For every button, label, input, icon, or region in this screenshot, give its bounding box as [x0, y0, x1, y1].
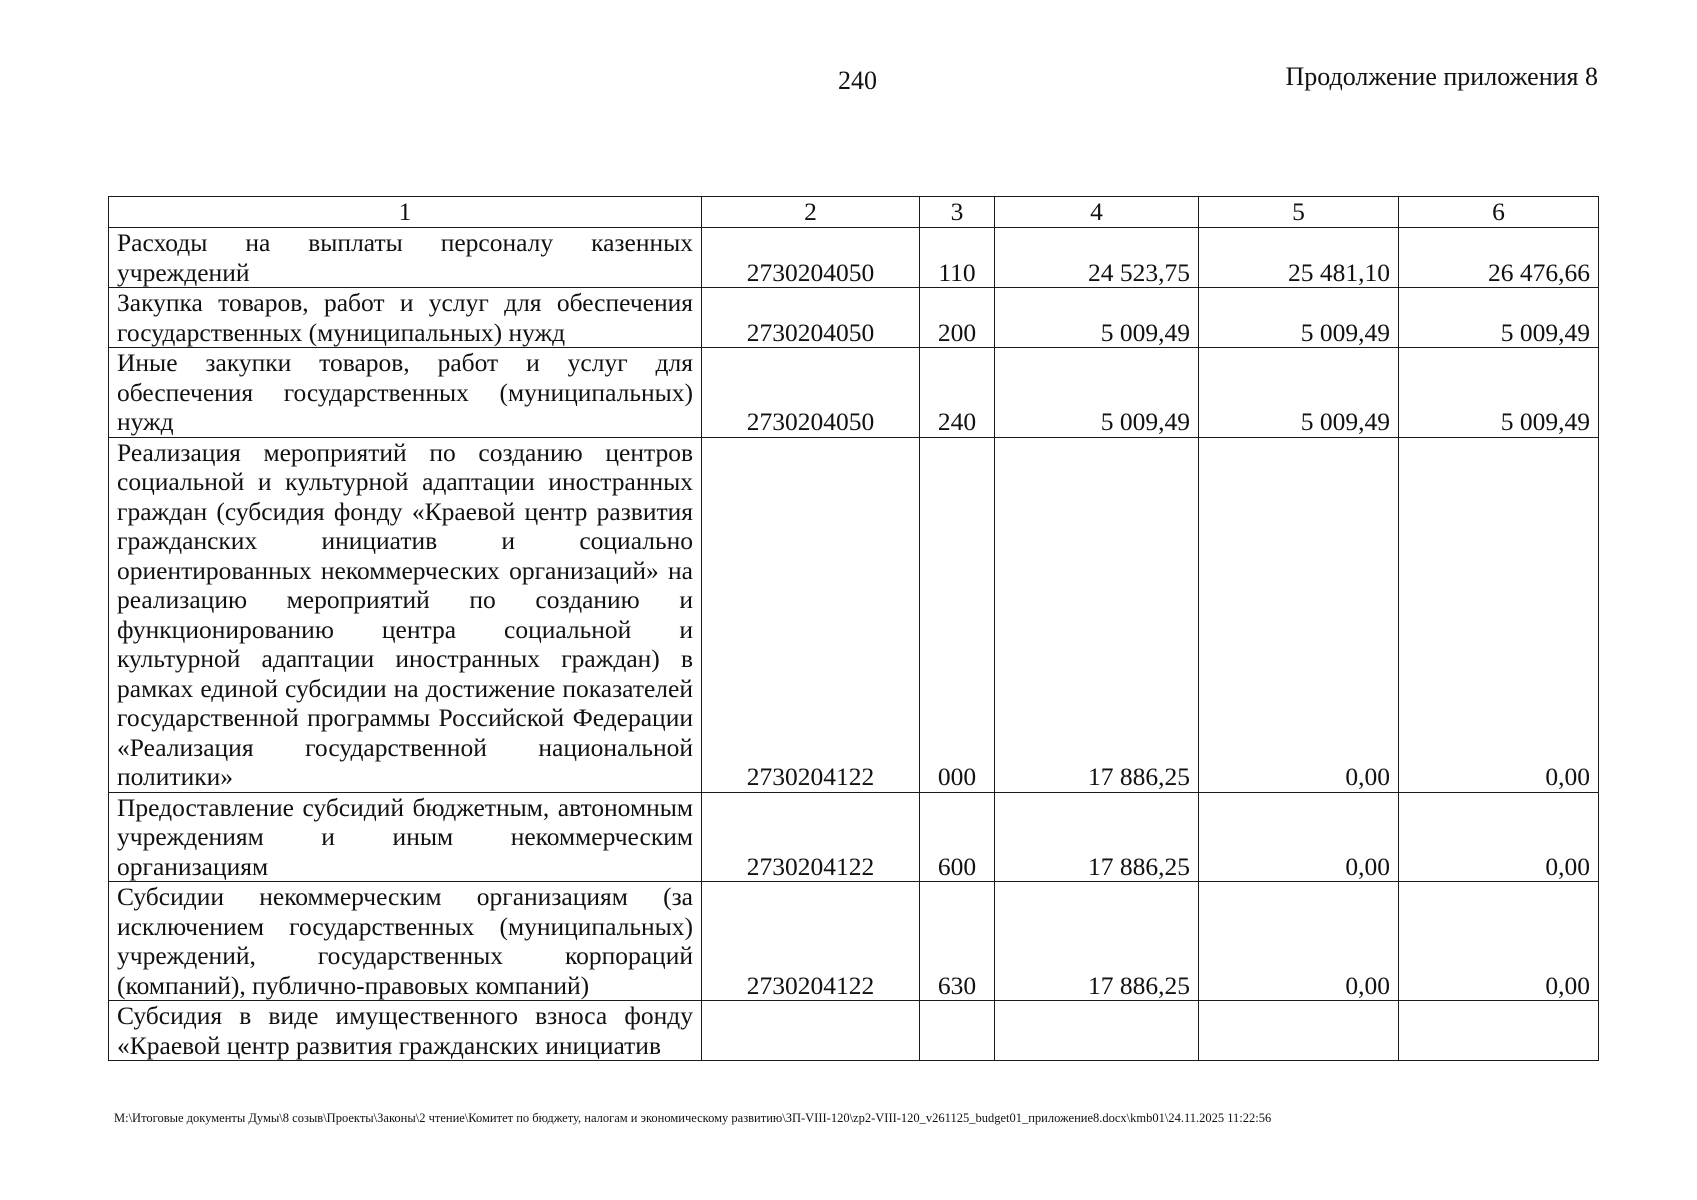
- amount-year-1: 5 009,49: [995, 348, 1199, 438]
- target-article-code: 2730204122: [702, 882, 920, 1001]
- amount-year-2: 25 481,10: [1199, 228, 1399, 288]
- amount-year-2: 0,00: [1199, 882, 1399, 1001]
- target-article-code: 2730204050: [702, 348, 920, 438]
- row-description: Расходы на выплаты персоналу казенных учреждений: [109, 228, 702, 288]
- target-article-code: 2730204122: [702, 792, 920, 882]
- table-row: [109, 348, 1599, 438]
- amount-year-1: 17 886,25: [995, 792, 1199, 882]
- amount-year-3: [1399, 1001, 1599, 1061]
- column-header: 4: [995, 197, 1199, 228]
- amount-year-3: 0,00: [1399, 792, 1599, 882]
- column-header: 5: [1199, 197, 1399, 228]
- expense-type-code: 630: [920, 882, 995, 1001]
- table-row: [109, 437, 1599, 792]
- expense-type-code: 110: [920, 228, 995, 288]
- amount-year-2: [1199, 1001, 1399, 1061]
- table-row: [109, 288, 1599, 348]
- column-header: 6: [1399, 197, 1599, 228]
- column-header: 2: [702, 197, 920, 228]
- page-number: 240: [838, 66, 877, 95]
- table-row: [109, 228, 1599, 288]
- budget-table: [108, 196, 1599, 1061]
- table-row: [109, 792, 1599, 882]
- row-description: Субсидия в виде имущественного взноса фонду «Краевой центр развития гражданских инициатив: [109, 1001, 702, 1061]
- amount-year-2: 0,00: [1199, 437, 1399, 792]
- column-number-row: [109, 197, 1599, 228]
- target-article-code: [702, 1001, 920, 1061]
- column-header: 3: [920, 197, 995, 228]
- row-description: Субсидии некоммерческим организациям (за исключением государственных (муниципальных) учреждений, государственных корпораций (компаний), публично-правовых компаний): [109, 882, 702, 1001]
- row-description: Реализация мероприятий по созданию центров социальной и культурной адаптации иностранных граждан (субсидия фонду «Краевой центр развития гражданских инициатив и социально ориентированных некоммерческих организаций» на реализацию мероприятий по созданию и функционированию центра социальной и культурной адаптации иностранных граждан) в рамках единой субсидии на достижение показателей государственной программы Российской Федерации «Реализация государственной национальной политики»: [109, 437, 702, 792]
- expense-type-code: 240: [920, 348, 995, 438]
- amount-year-1: [995, 1001, 1199, 1061]
- column-header: 1: [109, 197, 702, 228]
- amount-year-3: 5 009,49: [1399, 288, 1599, 348]
- amount-year-2: 5 009,49: [1199, 348, 1399, 438]
- amount-year-3: 0,00: [1399, 882, 1599, 1001]
- amount-year-3: 0,00: [1399, 437, 1599, 792]
- amount-year-1: 17 886,25: [995, 437, 1199, 792]
- row-description: Закупка товаров, работ и услуг для обеспечения государственных (муниципальных) нужд: [109, 288, 702, 348]
- amount-year-1: 24 523,75: [995, 228, 1199, 288]
- table-row: [109, 1001, 1599, 1061]
- amount-year-1: 5 009,49: [995, 288, 1199, 348]
- amount-year-3: 26 476,66: [1399, 228, 1599, 288]
- appendix-continuation-label: Продолжение приложения 8: [1285, 62, 1598, 91]
- expense-type-code: [920, 1001, 995, 1061]
- target-article-code: 2730204122: [702, 437, 920, 792]
- target-article-code: 2730204050: [702, 288, 920, 348]
- expense-type-code: 200: [920, 288, 995, 348]
- amount-year-2: 0,00: [1199, 792, 1399, 882]
- target-article-code: 2730204050: [702, 228, 920, 288]
- amount-year-2: 5 009,49: [1199, 288, 1399, 348]
- table-row: [109, 882, 1599, 1001]
- file-path-footer: M:\Итоговые документы Думы\8 созыв\Проекты\Законы\2 чтение\Комитет по бюджету, налогам и экономическому развитию\ЗП-VIII-120\zp2-VIII-120_v261125_budget01_приложение8.docx\kmb01\24.11.2025 11:22:56: [114, 1111, 1272, 1125]
- row-description: Иные закупки товаров, работ и услуг для обеспечения государственных (муниципальных) нужд: [109, 348, 702, 438]
- row-description: Предоставление субсидий бюджетным, автономным учреждениям и иным некоммерческим организациям: [109, 792, 702, 882]
- expense-type-code: 600: [920, 792, 995, 882]
- amount-year-3: 5 009,49: [1399, 348, 1599, 438]
- expense-type-code: 000: [920, 437, 995, 792]
- amount-year-1: 17 886,25: [995, 882, 1199, 1001]
